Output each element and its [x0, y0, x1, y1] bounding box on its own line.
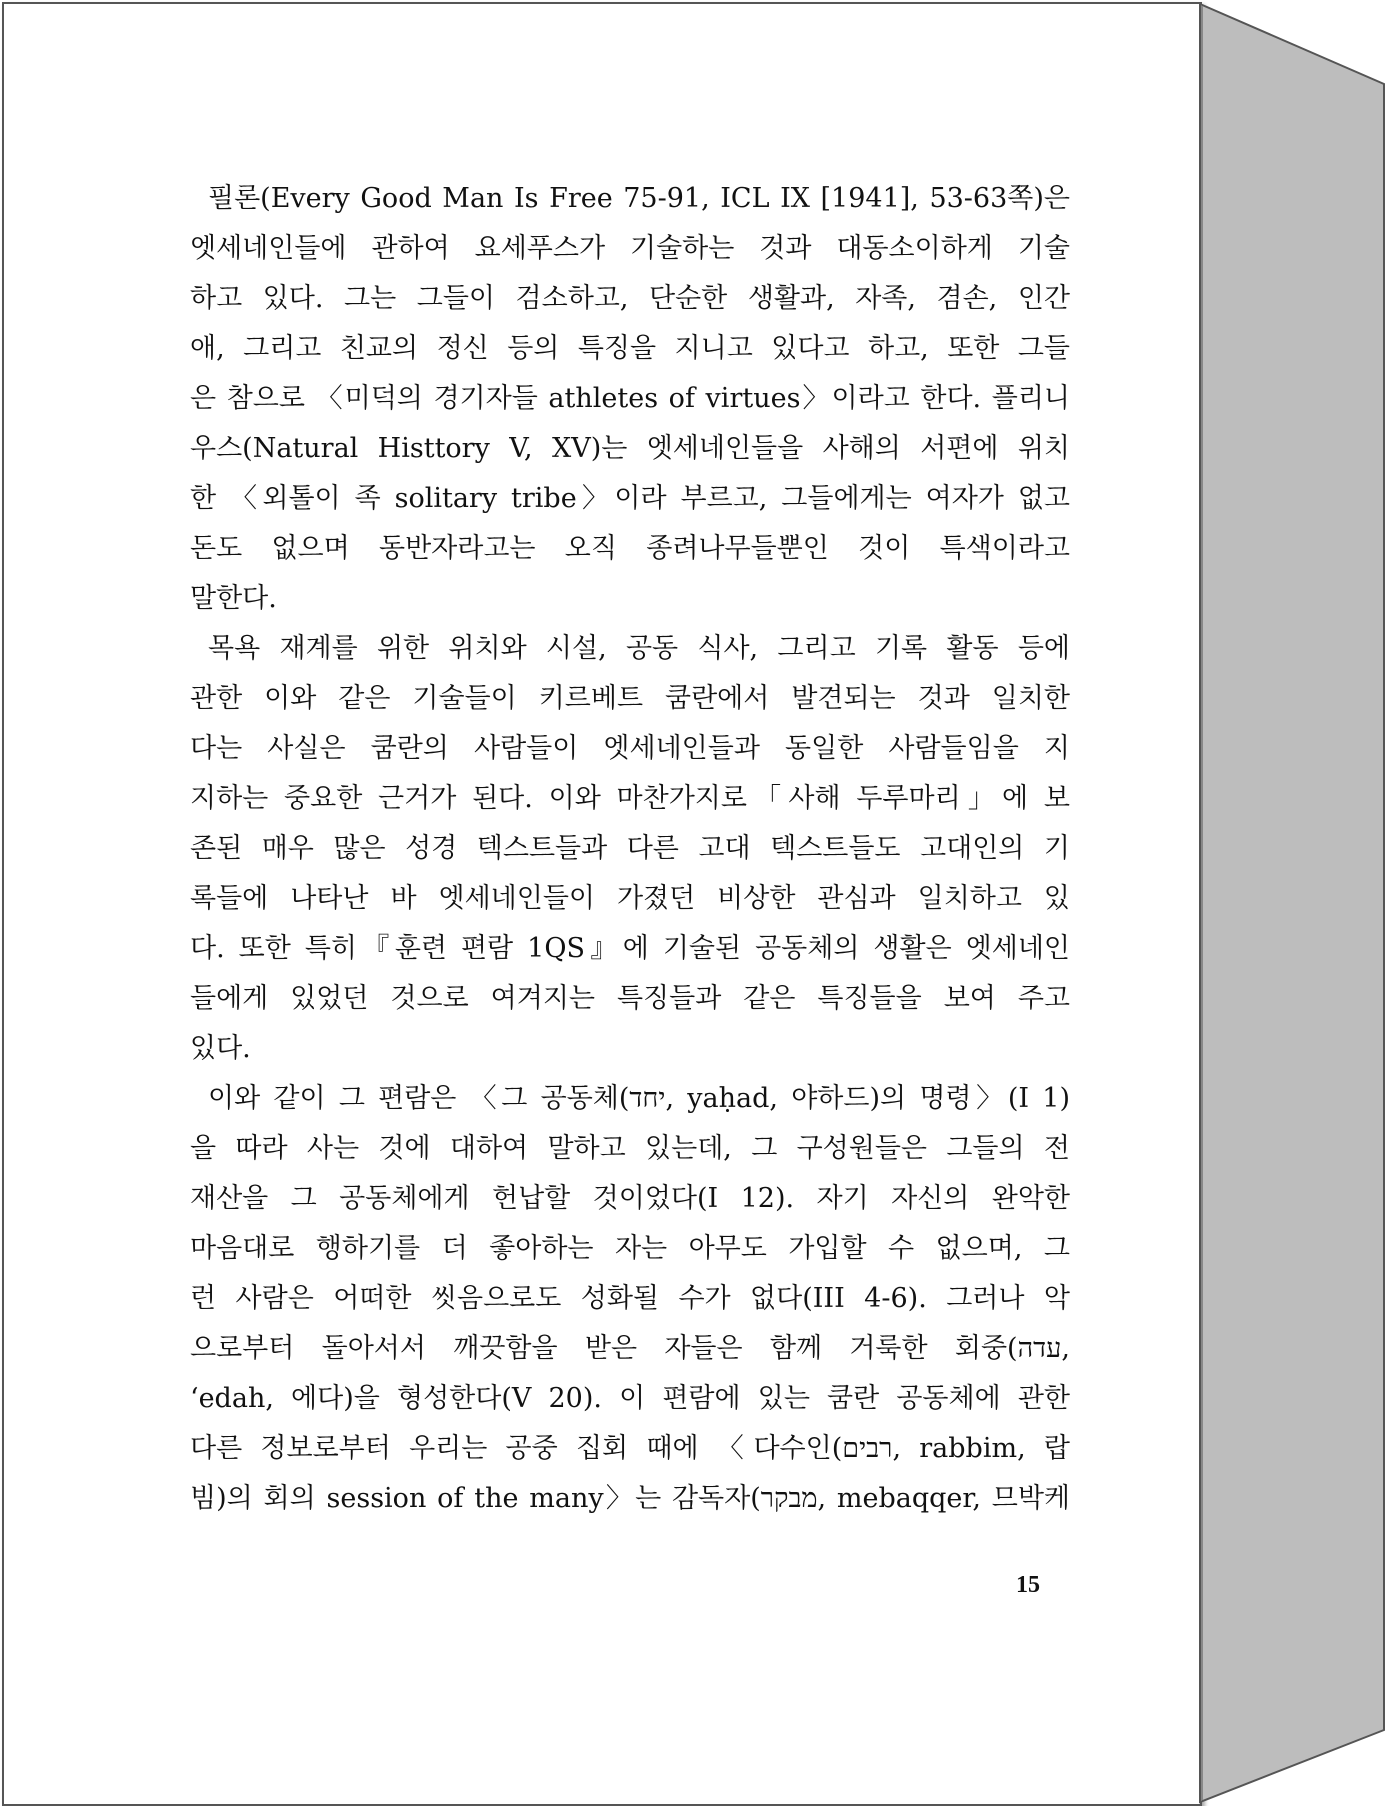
- text-line: 다른 정보로부터 우리는 공중 집회 때에 〈다수인(רבים, rabbim, 랍: [190, 1433, 1070, 1464]
- text-line: 지하는 중요한 근거가 된다. 이와 마찬가지로「사해 두루마리」에 보: [190, 783, 1070, 814]
- text-line: 있다.: [190, 1033, 251, 1064]
- text-line: 애, 그리고 친교의 정신 등의 특징을 지니고 있다고 하고, 또한 그들: [190, 333, 1070, 364]
- text-line: 이와 같이 그 편람은 〈그 공동체(יחד, yaḥad, 야하드)의 명령〉(I 1): [208, 1083, 1070, 1114]
- book-page: [2, 2, 1202, 1806]
- text-line: 엣세네인들에 관하여 요세푸스가 기술하는 것과 대동소이하게 기술: [190, 233, 1070, 264]
- text-line: 필론(Every Good Man Is Free 75-91, ICL IX [1941], 53-63쪽)은: [208, 183, 1070, 214]
- text-line: 우스(Natural Histtory V, XV)는 엣세네인들을 사해의 서편에 위치: [190, 433, 1070, 464]
- text-line: 말한다.: [190, 583, 277, 614]
- text-line: 재산을 그 공동체에게 헌납할 것이었다(I 12). 자기 자신의 완악한: [190, 1183, 1070, 1214]
- text-line: 다. 또한 특히『훈련 편람 1QS』에 기술된 공동체의 생활은 엣세네인: [190, 933, 1070, 964]
- text-line: 을 따라 사는 것에 대하여 말하고 있는데, 그 구성원들은 그들의 전: [190, 1133, 1070, 1164]
- text-line: 다는 사실은 쿰란의 사람들이 엣세네인들과 동일한 사람들임을 지: [190, 733, 1070, 764]
- text-line: 목욕 재계를 위한 위치와 시설, 공동 식사, 그리고 기록 활동 등에: [208, 633, 1070, 664]
- text-line: ‘edah, 에다)을 형성한다(V 20). 이 편람에 있는 쿰란 공동체에 관한: [190, 1383, 1070, 1414]
- text-line: 한 〈외톨이 족 solitary tribe〉이라 부르고, 그들에게는 여자가 없고: [190, 483, 1070, 514]
- text-line: 런 사람은 어떠한 씻음으로도 성화될 수가 없다(III 4-6). 그러나 악: [190, 1283, 1070, 1314]
- text-line: 돈도 없으며 동반자라고는 오직 종려나무들뿐인 것이 특색이라고: [190, 533, 1070, 564]
- text-line: 들에게 있었던 것으로 여겨지는 특징들과 같은 특징들을 보여 주고: [190, 983, 1070, 1014]
- text-line: 록들에 나타난 바 엣세네인들이 가졌던 비상한 관심과 일치하고 있: [190, 883, 1070, 914]
- page-number: 15: [1016, 1572, 1040, 1598]
- text-line: 은 참으로 〈미덕의 경기자들 athletes of virtues〉이라고 한다. 플리니: [190, 383, 1070, 414]
- text-line: 마음대로 행하기를 더 좋아하는 자는 아무도 가입할 수 없으며, 그: [190, 1233, 1070, 1264]
- text-line: 으로부터 돌아서서 깨끗함을 받은 자들은 함께 거룩한 회중(עדה,: [190, 1333, 1070, 1364]
- text-line: 관한 이와 같은 기술들이 키르베트 쿰란에서 발견되는 것과 일치한: [190, 683, 1070, 714]
- body-text: [190, 174, 1070, 1524]
- text-line: 존된 매우 많은 성경 텍스트들과 다른 고대 텍스트들도 고대인의 기: [190, 833, 1070, 864]
- text-line: 빔)의 회의 session of the many〉는 감독자(מבקר, mebaqqer, 므박케: [190, 1483, 1070, 1514]
- text-line: 하고 있다. 그는 그들이 검소하고, 단순한 생활과, 자족, 겸손, 인간: [190, 283, 1070, 314]
